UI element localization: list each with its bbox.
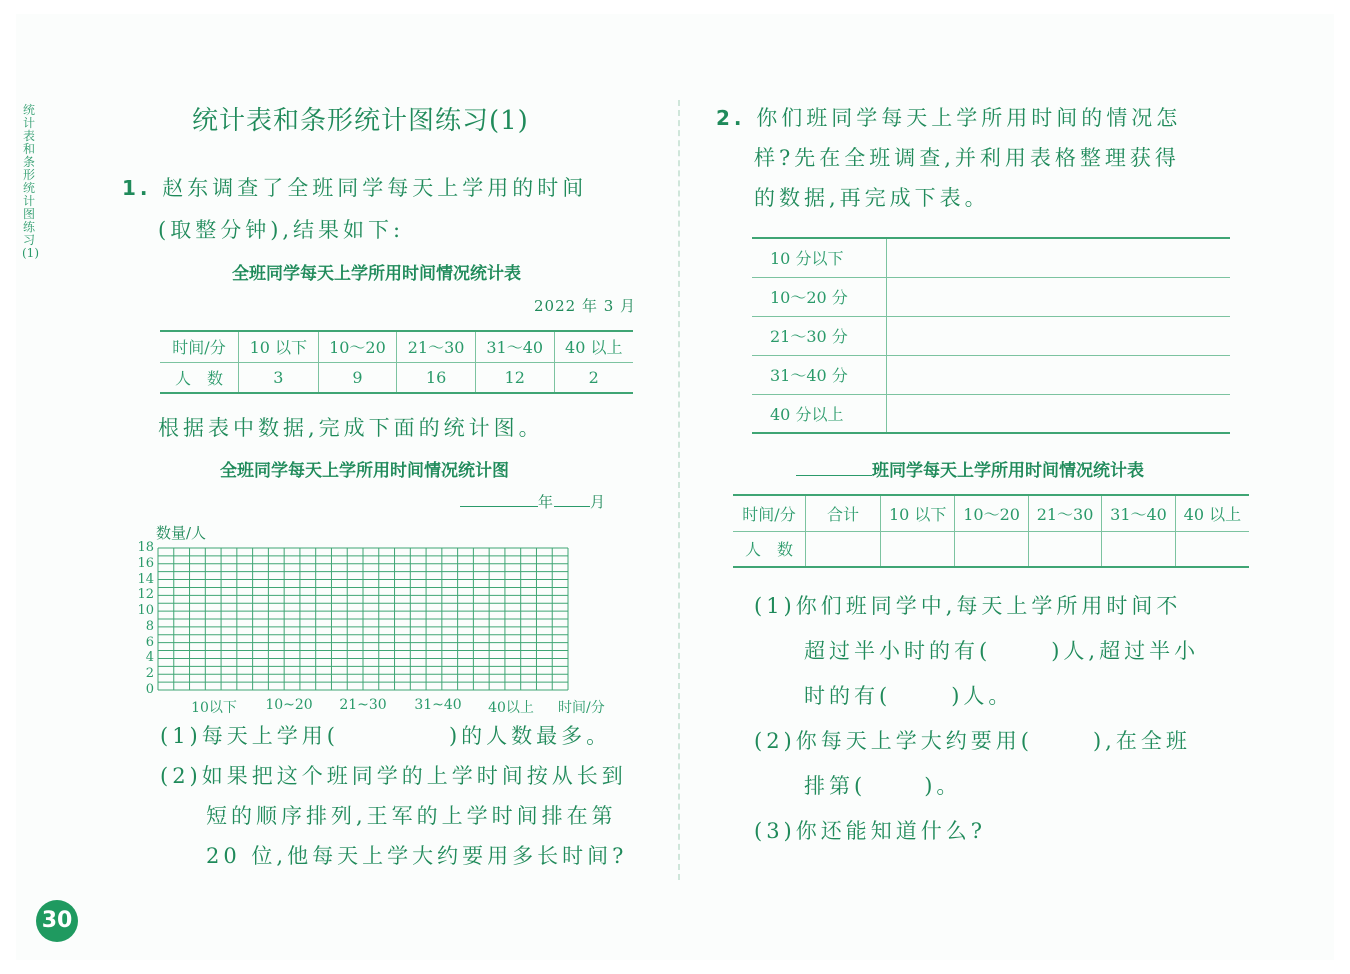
sub-question-2-line1: (2)如果把这个班同学的上学时间按从长到	[160, 764, 627, 788]
x-tick-label: 21~30	[339, 697, 387, 713]
tally-row-label: 21～30 分	[752, 316, 887, 355]
y-tick-label: 16	[137, 555, 154, 571]
table-date: 2022 年 3 月	[534, 297, 637, 315]
x-tick-label: 31~40	[414, 697, 462, 713]
tally-row-label: 10～20 分	[752, 277, 887, 316]
table-header-cell: 10～20	[318, 331, 397, 362]
class-table-header: 40 以上	[1175, 495, 1249, 531]
side-running-title: 统计表和条形统计图练习(1)	[22, 103, 39, 260]
tally-row-label: 10 分以下	[752, 238, 887, 277]
tally-cell[interactable]	[887, 316, 1231, 355]
text: )人。	[951, 684, 1014, 708]
right-sub-question-1-line3	[804, 680, 1013, 710]
table-cell: 3	[239, 362, 319, 393]
y-tick-label: 18	[137, 540, 154, 555]
right-sub-question-3: (3)你还能知道什么?	[754, 819, 987, 843]
table-cell: 16	[397, 362, 476, 393]
x-tick-label: 40以上	[488, 700, 534, 716]
question-1-line2: (取整分钟),结果如下:	[158, 218, 405, 242]
x-tick-label: 10~20	[265, 697, 313, 713]
y-tick-label: 6	[145, 634, 154, 650]
table-header-cell: 31～40	[475, 331, 554, 362]
tally-cell[interactable]	[887, 355, 1231, 394]
question-2-number: 2.	[716, 106, 746, 130]
chart-x-axis-label: 时间/分	[558, 700, 605, 716]
y-tick-label: 10	[137, 603, 154, 619]
y-tick-label: 14	[137, 571, 154, 587]
text: 排第(	[804, 774, 867, 798]
x-tick-label: 10以下	[191, 700, 237, 716]
class-table-caption	[796, 456, 1144, 481]
month-label: 月	[590, 493, 607, 511]
question-2-line3: 的数据,再完成下表。	[754, 186, 990, 210]
table-row-label: 人 数	[174, 368, 223, 388]
right-sub-question-1-line2	[804, 635, 1199, 665]
right-sub-question-2-line2	[804, 770, 961, 800]
table-caption: 全班同学每天上学所用时间情况统计表	[232, 264, 521, 284]
class-table-header: 合计	[806, 495, 881, 531]
sub-question-1	[160, 716, 611, 756]
class-table	[733, 494, 1249, 568]
table-cell: 2	[554, 362, 633, 393]
right-sub-question-2-line1	[754, 725, 1191, 755]
chart-instruction: 根据表中数据,完成下面的统计图。	[158, 416, 544, 440]
tally-row-label: 40 分以上	[752, 394, 887, 433]
text: 超过半小时的有(	[804, 639, 992, 663]
sub-question-2-line2: 短的顺序排列,王军的上学时间排在第	[206, 804, 617, 828]
class-table-cell[interactable]	[806, 531, 881, 567]
class-table-header: 10 以下	[881, 495, 955, 531]
table-header-cell: 21～30	[397, 331, 476, 362]
tally-cell[interactable]	[887, 238, 1231, 277]
table-cell: 12	[475, 362, 554, 393]
sub-question-1-text-b: )的人数最多。	[448, 724, 612, 748]
tally-cell[interactable]	[887, 394, 1231, 433]
class-table-header: 31～40	[1102, 495, 1175, 531]
y-tick-label: 2	[145, 666, 154, 682]
question-2-line2: 样?先在全班调查,并利用表格整理获得	[754, 146, 1180, 170]
right-sub-question-1-line1: (1)你们班同学中,每天上学所用时间不	[754, 594, 1182, 618]
tally-table	[752, 237, 1230, 434]
chart-caption: 全班同学每天上学所用时间情况统计图	[220, 461, 509, 481]
text: )。	[924, 774, 962, 798]
class-table-cell[interactable]	[955, 531, 1028, 567]
y-tick-label: 8	[145, 618, 154, 634]
table-header-cell: 40 以上	[554, 331, 633, 362]
table-header-cell: 10 以下	[239, 331, 319, 362]
class-table-cell[interactable]	[881, 531, 955, 567]
tally-cell[interactable]	[887, 277, 1231, 316]
class-table-header: 时间/分	[733, 495, 806, 531]
chart-y-axis-label: 数量/人	[156, 524, 207, 542]
text: (2)你每天上学大约要用(	[754, 729, 1033, 753]
text: )人,超过半小	[1051, 639, 1200, 663]
y-tick-label: 12	[137, 587, 154, 603]
class-table-cell[interactable]	[1175, 531, 1249, 567]
page-title: 统计表和条形统计图练习(1)	[192, 106, 529, 136]
question-1-line1: 赵东调查了全班同学每天上学用的时间	[162, 176, 588, 200]
class-name-blank[interactable]	[796, 457, 872, 476]
question-2-line1: 你们班同学每天上学所用时间的情况怎	[756, 106, 1182, 130]
class-table-cell[interactable]	[1102, 531, 1175, 567]
question-1-number: 1.	[122, 176, 152, 200]
table-cell: 9	[318, 362, 397, 393]
class-table-caption-text: 班同学每天上学所用时间情况统计表	[872, 461, 1144, 481]
y-tick-label: 4	[145, 650, 154, 666]
y-tick-label: 0	[145, 682, 154, 697]
class-table-row-label: 人 数	[744, 540, 793, 560]
sub-question-2-line3: 20 位,他每天上学大约要用多长时间?	[206, 844, 628, 868]
page-number: 30	[36, 900, 78, 942]
class-table-cell[interactable]	[1028, 531, 1101, 567]
class-table-header: 10～20	[955, 495, 1028, 531]
tally-row-label: 31～40 分	[752, 355, 887, 394]
sub-question-1-text-a: (1)每天上学用(	[160, 724, 339, 748]
text: ),在全班	[1092, 729, 1191, 753]
class-table-header: 21～30	[1028, 495, 1101, 531]
text: 时的有(	[804, 684, 892, 708]
table-header-cell: 时间/分	[160, 331, 239, 362]
year-label: 年	[538, 493, 555, 511]
question-2	[716, 98, 1181, 138]
